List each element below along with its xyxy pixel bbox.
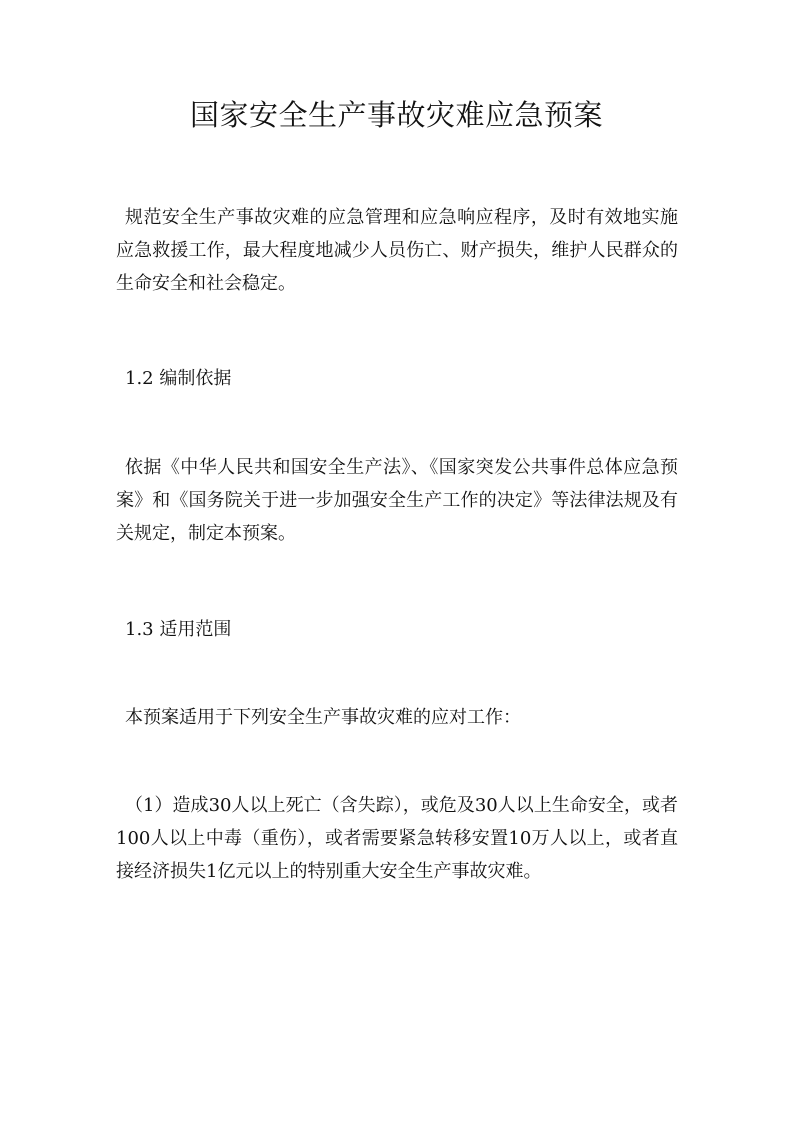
- paragraph-scope-intro: 本预案适用于下列安全生产事故灾难的应对工作：: [125, 707, 521, 728]
- section-heading-basis: 1.2 编制依据: [125, 368, 232, 389]
- paragraph-basis: 依据《中华人民共和国安全生产法》、《国家突发公共事件总体应急预案》和《国务院关于进一步加强安全生产工作的决定》等法律法规及有关规定，制定本预案。: [116, 457, 678, 544]
- paragraph-scope-item-1: （1）造成30人以上死亡（含失踪），或危及30人以上生命安全，或者100人以上中毒（重伤），或者需要紧急转移安置10万人以上，或者直接经济损失1亿元以上的特别重大安全生产事故灾难。: [116, 795, 678, 882]
- paragraph-purpose: 规范安全生产事故灾难的应急管理和应急响应程序，及时有效地实施应急救援工作，最大程度地减少人员伤亡、财产损失，维护人民群众的生命安全和社会稳定。: [116, 207, 678, 294]
- document-title: 国家安全生产事故灾难应急预案: [189, 98, 603, 132]
- section-heading-scope: 1.3 适用范围: [125, 619, 232, 640]
